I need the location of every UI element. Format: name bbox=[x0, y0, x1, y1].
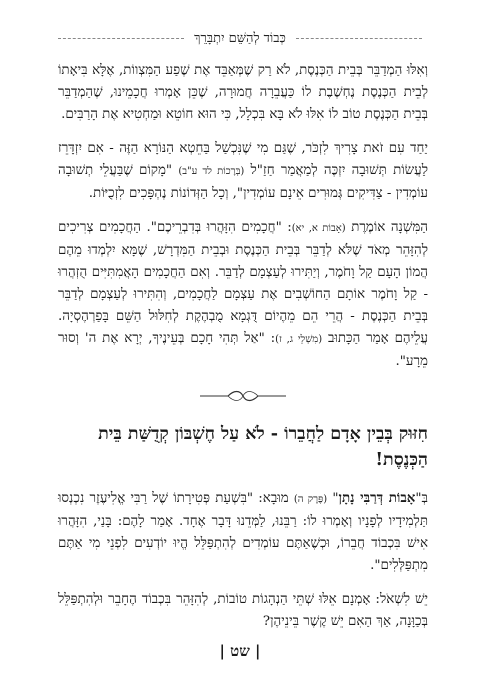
paragraph-3-text-b: : "חֲכָמִים הִזָּהֲרוּ בְּדִבְרֵיכֶם". הַחֲכָמִים צְרִיכִים לְהִזָּהֵר מְאֹד שֶׁלֹּא לְדַבֵּר בְּבֵית הַכְּנֶסֶת וּבְבֵית הַמִּדְרָשׁ, שֶׁמָּא יִלְמְדוּ מֵהֶם הֲמוֹן הָעָם קַל וָחֹמֶר, וְיַתִּירוּ לְעַצְמָם לְדַבֵּר. וְאִם הַחֲכָמִים הָאֲמִתִּיִּים הֻזְהֲרוּ - קַל וָחֹמֶר אוֹתָם הַחוֹשְׁבִים אֶת עַצְמָם לַחֲכָמִים, וְהִתִּירוּ לְעַצְמָם לְדַבֵּר בְּבֵית הַכְּנֶסֶת - הֲרֵי הֵם מֵהֶיוֹם דֻּגְמָא מֻבְהֶקֶת לְחִלּוּל הַשֵּׁם בָּפַרְהֶסְיָה. עֲלֵיהֶם אָמַר הַכָּתוּב bbox=[58, 220, 428, 346]
paragraph-2-text-b: "מָקוֹם שֶׁבַּעֲלֵי תְשׁוּבָה עוֹמְדִין - צַדִּיקִים גְּמוּרִים אֵינָם עוֹמְדִין", וְכָל הַזְּדוֹנוֹת נֶהְפָּכִים לִזְכֻיּוֹת. bbox=[58, 163, 428, 201]
book-title: אָבוֹת דְּרַבִּי נָתָן bbox=[338, 490, 416, 506]
header-rule-left bbox=[58, 38, 184, 39]
source-citation: (פֶּרֶק ה) bbox=[293, 494, 328, 505]
quote-close: " bbox=[332, 491, 339, 506]
paragraph-5: יֵשׁ לִשְׁאֹל: אָמְנָם אֵלּוּ שְׁתֵּי הַנְהָגוֹת טוֹבוֹת, לְהִזָּהֵר בִּכְבוֹד הֶחָבֵר וּלְהִתְפַּלֵּל בְּכַוָּנָה, אַךְ הַאִם יֵשׁ קֶשֶׁר בֵּינֵיהֶן? bbox=[58, 592, 428, 629]
paragraph-3-text-c: : "אַל תְּהִי חָכָם בְּעֵינֶיךָ, יְרָא אֶת ה' וְסוּר מֵרָע". bbox=[58, 331, 428, 369]
section-heading: חִזּוּק בְּבֵין אָדָם לַחֲבֵרוֹ - לֹא עַל חֶשְׁבּוֹן קְדֻשַּׁת בֵּית הַכְּנֶסֶת! bbox=[98, 424, 428, 470]
page-number: | שט | bbox=[219, 642, 261, 660]
source-citation: (מִשְׁלֵי ג, ז) bbox=[275, 334, 323, 345]
flourish-icon bbox=[198, 389, 288, 403]
header-title: כְּבוֹד לְהַשֵּׁם יִתְבָּרֵךְ bbox=[194, 31, 286, 46]
paragraph-1: וְאִלּוּ הַמְדַבֵּר בְּבֵית הַכְּנֶסֶת, לֹא רַק שֶׁמְּאַבֵּד אֶת שֶׁפַע הַמִּצְווֹת, אֶלָּא בִּיאָתוֹ לְבֵית הַכְּנֶסֶת נֶחְשֶׁבֶת לוֹ כַּעֲבֵרָה חֲמוּרָה, שֶׁכֵּן אָמְרוּ חֲכָמֵינוּ, שֶׁהַמְדַבֵּר בְּבֵית הַכְּנֶסֶת טוֹב לוֹ אִלּוּ לֹא בָּא בִּכְלָל, כִּי הוּא חוֹטֵא וּמַחְטִיא אֶת הָרַבִּים. bbox=[58, 63, 428, 122]
paragraph-2-text-a: יַחַד עִם זֹאת צָרִיךְ לִזְכֹּר, שֶׁגַּם מִי שֶׁנִּכְשַׁל בַּחֵטְא הַנּוֹרָא הַזֶּה - אִם יִזְדָּרֵז לַעֲשׂוֹת תְּשׁוּבָה יִזְכֶּה לְמַאֲמַר חַזַ"ל bbox=[58, 141, 428, 178]
quote-open: בְּ" bbox=[415, 491, 428, 506]
paragraph-3 bbox=[58, 217, 428, 373]
paragraph-4-text: מוּבָא: "בִּשְׁעַת פְּטִירָתוֹ שֶׁל רַבִּי אֱלִיעֶזֶר נִכְנְסוּ תַּלְמִידָיו לְפָנָיו וְאָמְרוּ לוֹ: רַבֵּנוּ, לַמְּדֵנוּ דָּבָר אֶחָד. אָמַר לָהֶם: בָּנַי, הִזָּהֲרוּ אִישׁ בִּכְבוֹד חֲבֵרוֹ, וּכְשֶׁאַתֶּם עוֹמְדִים לְהִתְפַּלֵּל הֱיוּ יוֹדְעִים לִפְנֵי מִי אַתֶּם מִתְפַּלְּלִים". bbox=[58, 491, 428, 573]
paragraph-3-text-a: הַמִּשְׁנָה אוֹמֶרֶת bbox=[351, 220, 428, 235]
ornament-divider bbox=[58, 389, 428, 403]
running-header bbox=[58, 28, 422, 48]
paragraph-2 bbox=[58, 138, 428, 205]
body-text bbox=[58, 60, 428, 645]
paragraph-4 bbox=[58, 487, 428, 577]
source-citation: (אָבוֹת א, יא) bbox=[291, 223, 346, 234]
source-citation: (בְּרָכוֹת לד ע"ב) bbox=[178, 166, 245, 177]
header-rule-right bbox=[296, 38, 422, 39]
